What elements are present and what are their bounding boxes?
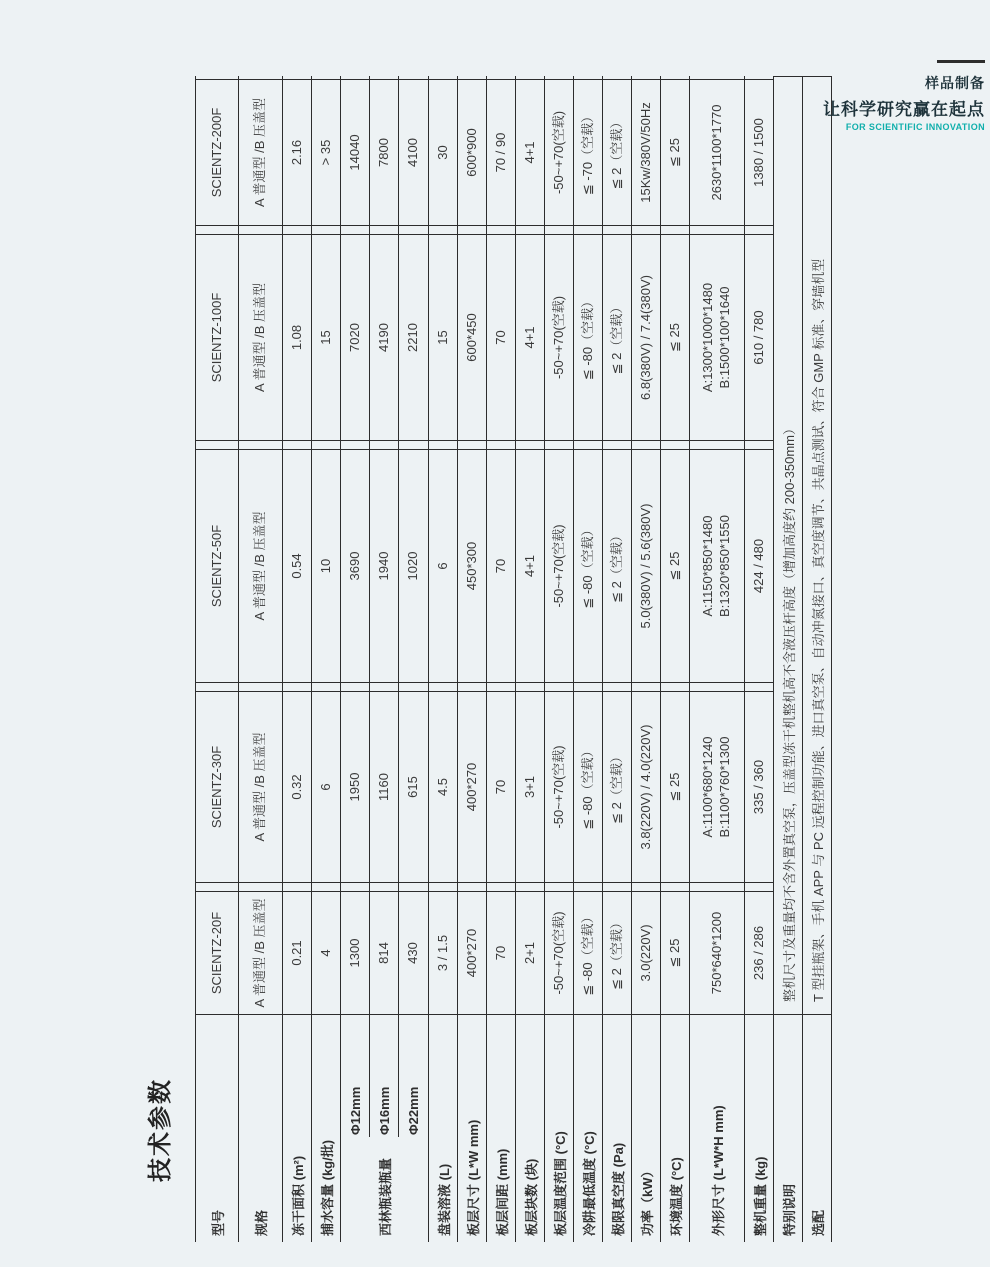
- gutter: [429, 683, 457, 691]
- gutter: [283, 883, 311, 891]
- gutter: [574, 441, 602, 449]
- brand-tagline-small: 样品制备: [925, 75, 985, 91]
- gutter: [745, 883, 773, 891]
- gutter: [661, 441, 689, 449]
- gutter: [370, 683, 398, 691]
- gutter: [429, 226, 457, 234]
- gutter: [239, 226, 282, 234]
- cell-line: B:1100*760*1300: [717, 736, 732, 838]
- gutter: [603, 441, 631, 449]
- gutter: [399, 883, 428, 891]
- gutter: [516, 683, 544, 691]
- cell: 3.0(220V): [632, 891, 660, 1015]
- cell: A 普通型 /B 压盖型: [239, 234, 282, 441]
- gutter: [283, 226, 311, 234]
- gutter: [283, 683, 311, 691]
- gutter: [312, 883, 340, 891]
- row-label: 冷阱最低温度 (°C): [581, 1131, 597, 1236]
- row-label: 板层间距 (mm): [494, 1148, 510, 1236]
- model-name-cell: SCIENTZ-100F: [196, 234, 238, 441]
- gutter: [399, 683, 428, 691]
- table-row-vial-group: [341, 76, 429, 1242]
- cell: A 普通型 /B 压盖型: [239, 891, 282, 1015]
- cell-line: A:1100*680*1240: [700, 736, 716, 838]
- cell: ≦ -70（空载）: [574, 79, 602, 226]
- model-name-cell: SCIENTZ-200F: [196, 79, 238, 226]
- special-note: 整机尺寸及重量均不含外置真空泵，压盖型冻干机整机高不含液压杆高度（增加高度约 200-350mm）: [774, 76, 802, 1015]
- cell: ≦ 25: [661, 891, 689, 1015]
- gutter: [745, 441, 773, 449]
- gutter: [690, 683, 744, 691]
- gutter: [603, 683, 631, 691]
- gutter: [516, 883, 544, 891]
- gutter: [574, 226, 602, 234]
- cell: ≦ 25: [661, 234, 689, 441]
- cell: 4190: [370, 234, 398, 441]
- gutter: [370, 883, 398, 891]
- table-row-shelf-size: [458, 76, 487, 1242]
- cell: 2210: [399, 234, 428, 441]
- gutter: [545, 683, 573, 691]
- cell: [690, 449, 744, 683]
- cell: 30: [429, 79, 457, 226]
- cell: 7020: [341, 234, 369, 441]
- gutter: [341, 883, 369, 891]
- row-label: 整机重量 (kg): [752, 1156, 768, 1236]
- gutter: [603, 883, 631, 891]
- gutter: [312, 226, 340, 234]
- cell: A 普通型 /B 压盖型: [239, 449, 282, 683]
- gutter: [370, 226, 398, 234]
- gutter: [545, 883, 573, 891]
- gutter: [458, 683, 486, 691]
- gutter: [487, 683, 515, 691]
- gutter: [458, 883, 486, 891]
- table-row-power: [632, 76, 661, 1242]
- row-label: 冻干面积 (m²): [290, 1155, 306, 1236]
- cell: -50~+70(空载): [545, 891, 573, 1015]
- gutter: [632, 883, 660, 891]
- gutter: [196, 441, 238, 449]
- cell: 1300: [341, 891, 369, 1015]
- cell: 814: [370, 891, 398, 1015]
- sub-label: Φ12mm: [347, 1086, 363, 1135]
- cell: 400*270: [458, 891, 486, 1015]
- table-row-spec-type: [239, 76, 283, 1242]
- cell: 1950: [341, 691, 369, 883]
- sub-label: Φ16mm: [376, 1086, 392, 1135]
- table-row-ambient-temp: [661, 76, 690, 1242]
- gutter: [399, 441, 428, 449]
- gutter: [196, 226, 238, 234]
- gutter: [516, 441, 544, 449]
- cell: 70: [487, 234, 515, 441]
- cell: 0.32: [283, 691, 311, 883]
- cell: ≦ 2（空载）: [603, 891, 631, 1015]
- cell: 6: [429, 449, 457, 683]
- table-row-cold-trap-temp: [574, 76, 603, 1242]
- gutter: [632, 683, 660, 691]
- brand-block: [823, 60, 985, 132]
- cell: 424 / 480: [745, 449, 773, 683]
- row-label: 外形尺寸 (L*W*H mm): [710, 1105, 726, 1236]
- cell: ≦ 2（空载）: [603, 234, 631, 441]
- gutter: [574, 683, 602, 691]
- cell: ≦ -80（空载）: [574, 691, 602, 883]
- cell: 3 / 1.5: [429, 891, 457, 1015]
- row-label: 板层温度范围 (°C): [552, 1131, 568, 1236]
- table-row-model: [195, 76, 239, 1242]
- cell: ≦ 2（空载）: [603, 691, 631, 883]
- gutter: [690, 226, 744, 234]
- cell: 15: [312, 234, 340, 441]
- row-label: 环境温度 (°C): [668, 1157, 684, 1236]
- cell: [690, 691, 744, 883]
- gutter: [239, 883, 282, 891]
- cell: 70 / 90: [487, 79, 515, 226]
- cell: 430: [399, 891, 428, 1015]
- cell: 70: [487, 449, 515, 683]
- gutter: [603, 226, 631, 234]
- cell: 3+1: [516, 691, 544, 883]
- row-label: 板层块数 (块): [523, 1158, 539, 1236]
- cell: 0.21: [283, 891, 311, 1015]
- gutter: [545, 226, 573, 234]
- cell: ≦ -80（空载）: [574, 449, 602, 683]
- table-row-options: [803, 76, 832, 1242]
- gutter: [661, 883, 689, 891]
- cell: 615: [399, 691, 428, 883]
- cell: 2.16: [283, 79, 311, 226]
- gutter: [690, 441, 744, 449]
- table-row-vial-12: [341, 76, 370, 1137]
- cell: 610 / 780: [745, 234, 773, 441]
- gutter: [239, 441, 282, 449]
- cell: 1160: [370, 691, 398, 883]
- model-name-cell: SCIENTZ-20F: [196, 891, 238, 1015]
- gutter: [487, 883, 515, 891]
- gutter: [399, 226, 428, 234]
- gutter: [487, 226, 515, 234]
- gutter: [632, 441, 660, 449]
- gutter: [487, 441, 515, 449]
- table-row-ultimate-vacuum: [603, 76, 632, 1242]
- cell: -50~+70(空载): [545, 449, 573, 683]
- gutter: [745, 683, 773, 691]
- table-row-shelf-spacing: [487, 76, 516, 1242]
- cell: 0.54: [283, 449, 311, 683]
- table-row-weight: [745, 76, 774, 1242]
- cell: ≦ 2（空载）: [603, 79, 631, 226]
- row-label: 板层尺寸 (L*W mm): [465, 1119, 481, 1236]
- table-row-area: [283, 76, 312, 1242]
- vial-sub-rows: [341, 76, 428, 1137]
- cell: 15Kw/380V/50Hz: [632, 79, 660, 226]
- cell: 15: [429, 234, 457, 441]
- cell: ≦ -80（空载）: [574, 234, 602, 441]
- gutter: [196, 883, 238, 891]
- cell: 750*640*1200: [690, 891, 744, 1015]
- cell: 3.8(220V) / 4.0(220V): [632, 691, 660, 883]
- gutter: [341, 683, 369, 691]
- cell: -50~+70(空载): [545, 79, 573, 226]
- cell: > 35: [312, 79, 340, 226]
- spec-table: [195, 76, 832, 1242]
- row-label: 特别说明: [781, 1183, 797, 1236]
- row-label: 盘装溶液 (L): [436, 1163, 452, 1236]
- table-row-special-note: [774, 76, 803, 1242]
- cell-line: B:1500*100*1640: [717, 286, 732, 389]
- group-label: 西林瓶装瓶量: [378, 1157, 393, 1236]
- cell: 7800: [370, 79, 398, 226]
- cell: 6: [312, 691, 340, 883]
- cell: A 普通型 /B 压盖型: [239, 691, 282, 883]
- cell: 4+1: [516, 234, 544, 441]
- cell: 14040: [341, 79, 369, 226]
- cell: ≦ -80（空载）: [574, 891, 602, 1015]
- cell: 2+1: [516, 891, 544, 1015]
- cell-line: B:1320*850*1550: [717, 515, 732, 617]
- cell: 600*450: [458, 234, 486, 441]
- gutter: [690, 883, 744, 891]
- cell-line: A:1150*850*1480: [700, 515, 716, 617]
- cell: [690, 234, 744, 441]
- gutter: [661, 683, 689, 691]
- cell: ≦ 2（空载）: [603, 449, 631, 683]
- table-row-outer-dimensions: [690, 76, 745, 1242]
- gutter: [341, 226, 369, 234]
- cell: 4+1: [516, 79, 544, 226]
- cell: -50~+70(空载): [545, 691, 573, 883]
- gutter: [341, 441, 369, 449]
- cell: -50~+70(空载): [545, 234, 573, 441]
- gutter: [516, 226, 544, 234]
- row-label: 极限真空度 (Pa): [610, 1142, 626, 1236]
- cell: 1.08: [283, 234, 311, 441]
- cell: 1940: [370, 449, 398, 683]
- gutter: [458, 441, 486, 449]
- gutter: [196, 683, 238, 691]
- gutter: [312, 441, 340, 449]
- model-name-cell: SCIENTZ-30F: [196, 691, 238, 883]
- row-label: 规格: [254, 1209, 269, 1236]
- gutter: [429, 441, 457, 449]
- row-label: 功率（kW）: [639, 1164, 655, 1236]
- cell: 5.0(380V) / 5.6(380V): [632, 449, 660, 683]
- cell: 70: [487, 891, 515, 1015]
- brand-tagline-en: FOR SCIENTIFIC INNOVATION: [845, 122, 985, 132]
- gutter: [370, 441, 398, 449]
- cell: 236 / 286: [745, 891, 773, 1015]
- cell: 400*270: [458, 691, 486, 883]
- gutter: [632, 226, 660, 234]
- table-row-shelf-temp-range: [545, 76, 574, 1242]
- cell: 4100: [399, 79, 428, 226]
- cell: 70: [487, 691, 515, 883]
- cell: 6.8(380V) / 7.4(380V): [632, 234, 660, 441]
- cell: 3690: [341, 449, 369, 683]
- cell: ≦ 25: [661, 691, 689, 883]
- cell: ≦ 25: [661, 79, 689, 226]
- gutter: [283, 441, 311, 449]
- cell: 1020: [399, 449, 428, 683]
- gutter: [458, 226, 486, 234]
- cell: 4.5: [429, 691, 457, 883]
- options-note: T 型挂瓶架、手机 APP 与 PC 远程控制功能、进口真空泵、自动冲氮接口、真空度调节、共晶点测试、符合 GMP 标准、穿墙机型: [803, 76, 831, 1015]
- cell: 335 / 360: [745, 691, 773, 883]
- cell: 4: [312, 891, 340, 1015]
- row-label: 捕水容量 (kg/批): [319, 1139, 335, 1236]
- cell-line: A:1300*1000*1480: [700, 282, 716, 393]
- page-title: 技术参数: [147, 1078, 174, 1182]
- cell: 4+1: [516, 449, 544, 683]
- gutter: [574, 883, 602, 891]
- cell: A 普通型 /B 压盖型: [239, 79, 282, 226]
- brand-rule: [937, 60, 985, 63]
- table-row-water-capture: [312, 76, 341, 1242]
- table-row-vial-16: [370, 76, 399, 1137]
- sub-label: Φ22mm: [406, 1086, 421, 1135]
- table-row-vial-22: [399, 76, 428, 1137]
- cell: 600*900: [458, 79, 486, 226]
- gutter: [545, 441, 573, 449]
- cell: ≦ 25: [661, 449, 689, 683]
- cell: 1380 / 1500: [745, 79, 773, 226]
- cell: 10: [312, 449, 340, 683]
- gutter: [239, 683, 282, 691]
- gutter: [661, 226, 689, 234]
- gutter: [429, 883, 457, 891]
- brand-tagline-big: 让科学研究赢在起点: [823, 100, 985, 119]
- cell: 2630*1100*1770: [690, 79, 744, 226]
- row-label: 型号: [210, 1209, 226, 1236]
- gutter: [745, 226, 773, 234]
- table-row-shelf-count: [516, 76, 545, 1242]
- gutter: [312, 683, 340, 691]
- table-row-tray-solution: [429, 76, 458, 1242]
- row-label: 选配: [810, 1209, 826, 1236]
- cell: 450*300: [458, 449, 486, 683]
- model-name-cell: SCIENTZ-50F: [196, 449, 238, 683]
